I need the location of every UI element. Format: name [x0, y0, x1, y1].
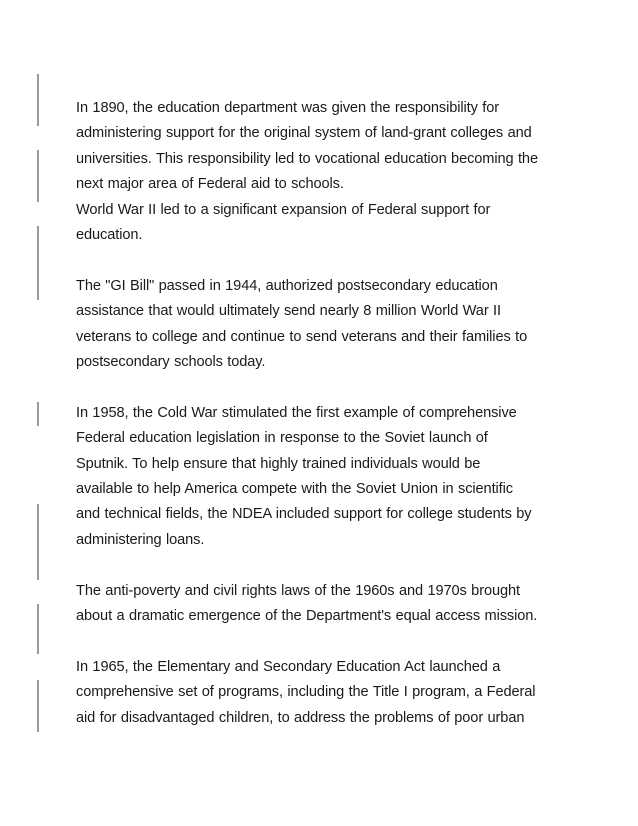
paragraph-gap [76, 375, 576, 400]
text-line: aid for disadvantaged children, to address the problems of poor urban [76, 709, 525, 726]
text-line: next major area of Federal aid to schools. [76, 176, 344, 193]
margin-bar [37, 680, 39, 732]
paragraph-gap [76, 248, 576, 273]
paragraph [76, 198, 576, 249]
paragraph-gap [76, 553, 576, 578]
margin-bar [37, 150, 39, 202]
text-line: In 1965, the Elementary and Secondary Education Act launched a [76, 658, 501, 675]
text-line: administering loans. [76, 531, 205, 548]
text-line: Federal education legislation in response to the Soviet launch of [76, 430, 488, 447]
text-line: In 1890, the education department was given the responsibility for [76, 100, 500, 116]
paragraph [76, 579, 576, 630]
margin-bar [37, 402, 39, 426]
margin-bar [37, 604, 39, 654]
margin-bar [37, 74, 39, 126]
text-line: postsecondary schools today. [76, 354, 266, 371]
text-line: administering support for the original system of land-grant colleges and [76, 125, 532, 142]
text-line: The "GI Bill" passed in 1944, authorized postsecondary education [76, 277, 498, 294]
margin-bar [37, 226, 39, 300]
text-line: comprehensive set of programs, including the Title I program, a Federal [76, 684, 536, 701]
paragraph [76, 96, 576, 198]
text-line: In 1958, the Cold War stimulated the first example of comprehensive [76, 404, 517, 421]
paragraph [76, 655, 576, 731]
text-line: veterans to college and continue to send veterans and their families to [76, 328, 528, 345]
text-line: World War II led to a significant expansion of Federal support for [76, 201, 491, 218]
margin-bar [37, 504, 39, 580]
text-line: assistance that would ultimately send nearly 8 million World War II [76, 303, 501, 320]
paragraph-gap [76, 629, 576, 654]
paragraph [76, 274, 576, 376]
body-text [76, 96, 576, 731]
text-line: and technical fields, the NDEA included support for college students by [76, 506, 532, 523]
paragraph [76, 401, 576, 553]
text-line: Sputnik. To help ensure that highly trained individuals would be [76, 455, 481, 472]
text-line: universities. This responsibility led to vocational education becoming the [76, 150, 538, 167]
text-line: available to help America compete with the Soviet Union in scientific [76, 481, 513, 498]
text-line: education. [76, 227, 143, 244]
text-line: about a dramatic emergence of the Department's equal access mission. [76, 608, 538, 625]
text-line: The anti-poverty and civil rights laws of the 1960s and 1970s brought [76, 582, 520, 599]
